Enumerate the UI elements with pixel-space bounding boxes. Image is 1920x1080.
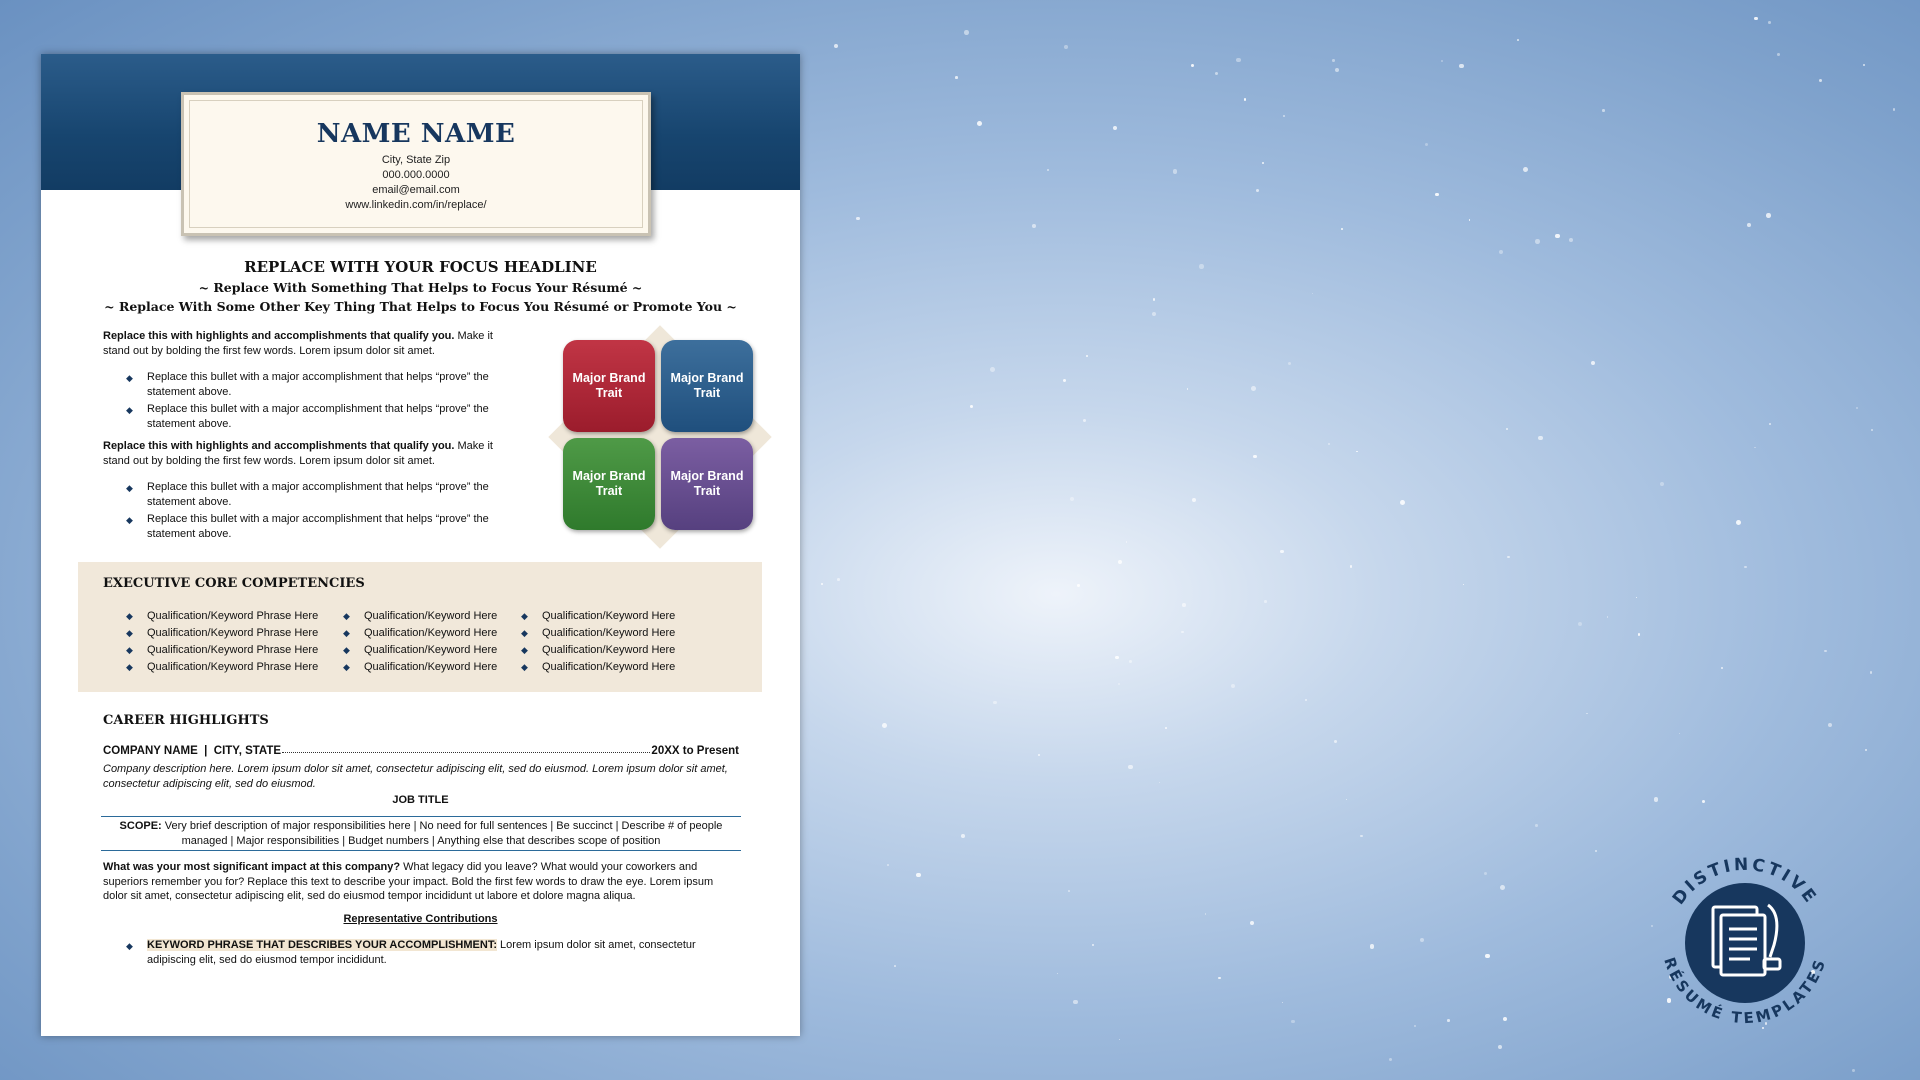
sparkle: [1702, 800, 1705, 803]
sparkle: [1463, 584, 1464, 585]
sparkle: [1768, 21, 1771, 24]
sparkle: [977, 121, 982, 126]
scope-label: SCOPE:: [119, 820, 162, 832]
sparkle: [1679, 733, 1681, 735]
sparkle: [1086, 355, 1088, 357]
list-item: [343, 608, 497, 625]
sparkle: [1420, 938, 1424, 942]
sparkle: [1360, 835, 1363, 838]
sparkle: [1152, 312, 1156, 316]
sparkle: [1199, 264, 1203, 268]
sparkle: [1586, 713, 1587, 714]
diamond-bullet-icon: ◆: [343, 662, 350, 672]
sparkle: [1555, 234, 1559, 238]
brand-trait-label: Major Brand Trait: [670, 371, 744, 400]
sparkle: [1498, 1045, 1503, 1050]
competency-text: Qualification/Keyword Here: [542, 661, 676, 673]
summary-paragraph: [103, 329, 503, 358]
subheadline-1: ~ Replace With Something That Helps to Focus Your Résumé ~: [198, 280, 643, 295]
sparkle: [1312, 293, 1314, 295]
sparkle: [1256, 189, 1259, 192]
sparkle: [1128, 765, 1132, 769]
list-item: [126, 642, 318, 659]
sparkle: [1350, 565, 1352, 567]
diamond-bullet-icon: ◆: [126, 645, 133, 655]
sparkle: [1754, 17, 1757, 20]
sparkle: [1159, 782, 1160, 783]
diamond-bullet-icon: ◆: [126, 483, 133, 493]
sparkle: [1769, 423, 1771, 425]
competency-text: Qualification/Keyword Phrase Here: [147, 610, 319, 622]
dot-leader: [282, 745, 650, 753]
sparkle: [856, 217, 859, 220]
competency-text: Qualification/Keyword Here: [364, 627, 498, 639]
competency-text: Qualification/Keyword Here: [542, 644, 676, 656]
sparkle: [1332, 59, 1335, 62]
competency-column-1: [126, 608, 318, 676]
summary-bullets: [126, 480, 511, 544]
sparkle: [1744, 566, 1747, 569]
sparkle: [1191, 64, 1194, 67]
competency-text: Qualification/Keyword Here: [364, 644, 498, 656]
list-item: [126, 659, 318, 676]
diamond-bullet-icon: ◆: [126, 628, 133, 638]
summary-paragraph: [103, 439, 503, 468]
sparkle: [1469, 219, 1471, 221]
sparkle: [1283, 115, 1284, 116]
list-item: [343, 642, 497, 659]
career-highlights-title: CAREER HIGHLIGHTS: [103, 713, 269, 728]
sparkle: [1038, 754, 1040, 756]
sparkle: [1064, 45, 1068, 49]
sparkle: [1425, 143, 1428, 146]
sparkle: [964, 30, 969, 35]
sparkle: [1282, 1002, 1283, 1003]
brand-trait-4: [661, 438, 753, 530]
sparkle: [1591, 361, 1595, 365]
sparkle: [1777, 53, 1780, 56]
sparkle: [1253, 455, 1257, 459]
sparkle: [961, 834, 965, 838]
sparkle: [1370, 944, 1375, 949]
name-card-border: [189, 100, 643, 228]
diamond-bullet-icon: ◆: [521, 628, 528, 638]
sparkle: [1236, 58, 1240, 62]
list-item: [126, 402, 511, 431]
bullet-text: Replace this bullet with a major accomplishment that helps “prove” the statement above.: [147, 513, 489, 540]
sparkle: [1569, 238, 1573, 242]
summary-rest: Make it stand out by bolding the first few words. Lorem ipsum dolor sit amet.: [103, 440, 493, 467]
sparkle: [887, 864, 889, 866]
sparkle: [1870, 671, 1872, 673]
brand-trait-label: Major Brand Trait: [572, 371, 646, 400]
contribution-text: Lorem ipsum dolor sit amet, consectetur adipiscing elit, sed do eiusmod tempor incididunt.: [147, 939, 696, 966]
diamond-bullet-icon: ◆: [343, 645, 350, 655]
list-item: [126, 480, 511, 509]
sparkle: [1328, 443, 1330, 445]
contact-linkedin: www.linkedin.com/in/replace/: [345, 199, 487, 211]
sparkle: [821, 583, 823, 585]
sparkle: [1070, 497, 1074, 501]
sparkle: [1459, 64, 1463, 68]
sparkle: [1305, 699, 1307, 701]
distinctive-resume-templates-logo: [1640, 835, 1850, 1045]
scope-text: Very brief description of major responsibilities here | No need for full sentences | Be succinct | Describe # of people managed | Major responsibilities | Budget numbers | Anything else that describes scope of position: [161, 820, 723, 847]
diamond-bullet-icon: ◆: [343, 628, 350, 638]
resume-page: [41, 54, 800, 1036]
sparkle: [916, 873, 921, 878]
sparkle: [955, 76, 958, 79]
summary-lead: Replace this with highlights and accomplishments that qualify you.: [103, 330, 455, 342]
sparkle: [1852, 1069, 1855, 1072]
sparkle: [1083, 419, 1086, 422]
competency-text: Qualification/Keyword Here: [542, 610, 676, 622]
logo-text-top: DISTINCTIVE: [1668, 854, 1822, 909]
list-item: [126, 938, 746, 967]
sparkle: [1654, 797, 1658, 801]
sparkle: [1660, 482, 1664, 486]
sparkle: [1538, 436, 1542, 440]
contact-email: email@email.com: [372, 184, 460, 196]
sparkle: [1192, 498, 1196, 502]
diamond-bullet-icon: ◆: [126, 405, 133, 415]
sparkle: [1414, 1025, 1416, 1027]
sparkle: [1063, 379, 1067, 383]
sparkle: [1484, 872, 1488, 876]
sparkle: [1341, 228, 1343, 230]
sparkle: [834, 44, 839, 49]
summary-rest: Make it stand out by bolding the first few words. Lorem ipsum dolor sit amet.: [103, 330, 493, 357]
sparkle: [1747, 223, 1751, 227]
sparkle: [1288, 362, 1291, 365]
employment-dates: 20XX to Present: [651, 745, 739, 757]
sparkle: [1535, 239, 1540, 244]
sparkle: [837, 578, 840, 581]
list-item: [521, 642, 675, 659]
sparkle: [1828, 723, 1832, 727]
sparkle: [1503, 1017, 1507, 1021]
list-item: [126, 625, 318, 642]
sparkle: [1506, 428, 1508, 430]
competencies-section: [78, 562, 762, 692]
sparkle: [1173, 169, 1178, 174]
sparkle: [894, 965, 896, 967]
sparkle: [1047, 169, 1049, 171]
sparkle: [1578, 622, 1582, 626]
sparkle: [1092, 944, 1093, 945]
sparkle: [882, 723, 887, 728]
sparkle: [1447, 1019, 1450, 1022]
competency-column-2: [343, 608, 497, 676]
bullet-text: Replace this bullet with a major accomplishment that helps “prove” the statement above.: [147, 403, 489, 430]
scope-box: [101, 816, 741, 851]
bullet-text: Replace this bullet with a major accomplishment that helps “prove” the statement above.: [147, 371, 489, 398]
sparkle: [1205, 913, 1206, 914]
sparkle: [1126, 541, 1128, 543]
sparkle: [1077, 584, 1080, 587]
job-title: JOB TITLE: [392, 794, 449, 806]
list-item: [126, 608, 318, 625]
list-item: [343, 659, 497, 676]
competency-text: Qualification/Keyword Phrase Here: [147, 644, 319, 656]
sparkle: [990, 367, 995, 372]
company-description: Company description here. Lorem ipsum dolor sit amet, consectetur adipiscing elit, sed do eiusmod. Lorem ipsum dolor sit amet, consectetur adipiscing elit, sed do eiusmod.: [103, 763, 728, 790]
sparkle: [1251, 386, 1256, 391]
sparkle: [1215, 72, 1218, 75]
brand-trait-1: [563, 340, 655, 432]
sparkle: [1435, 193, 1438, 196]
diamond-bullet-icon: ◆: [521, 645, 528, 655]
diamond-bullet-icon: ◆: [126, 515, 133, 525]
sparkle: [1602, 109, 1605, 112]
sparkle: [1119, 1039, 1120, 1040]
sparkle: [1181, 631, 1184, 634]
summary-bullets: [126, 370, 511, 434]
sparkle: [1500, 885, 1505, 890]
brand-trait-label: Major Brand Trait: [670, 469, 744, 498]
sparkle: [1523, 167, 1528, 172]
diamond-bullet-icon: ◆: [126, 611, 133, 621]
sparkle: [993, 701, 997, 705]
logo-text-bottom: RÉSUMÉ TEMPLATES: [1660, 955, 1830, 1028]
sparkle: [1262, 162, 1265, 165]
sparkle: [1068, 890, 1070, 892]
focus-headline: REPLACE WITH YOUR FOCUS HEADLINE: [244, 258, 597, 276]
diamond-bullet-icon: ◆: [126, 941, 133, 951]
sparkle: [1636, 597, 1637, 598]
brand-trait-graphic: [541, 320, 781, 556]
sparkle: [1073, 1000, 1077, 1004]
sparkle: [1280, 550, 1284, 554]
sparkle: [1499, 250, 1503, 254]
sparkle: [1057, 973, 1059, 975]
bullet-text: Replace this bullet with a major accomplishment that helps “prove” the statement above.: [147, 481, 489, 508]
sparkle: [1032, 224, 1036, 228]
sparkle: [1736, 520, 1741, 525]
brand-trait-label: Major Brand Trait: [572, 469, 646, 498]
sparkle: [1113, 126, 1117, 130]
sparkle: [1346, 799, 1347, 800]
contact-location: City, State Zip: [381, 154, 451, 166]
sparkle: [1638, 633, 1640, 635]
sparkle: [1335, 68, 1339, 72]
diamond-bullet-icon: ◆: [343, 611, 350, 621]
impact-paragraph: [103, 860, 733, 904]
diamond-bullet-icon: ◆: [126, 662, 133, 672]
sparkle: [1607, 616, 1609, 618]
brand-trait-3: [563, 438, 655, 530]
diamond-bullet-icon: ◆: [521, 611, 528, 621]
sparkle: [970, 405, 973, 408]
sparkle: [1231, 684, 1235, 688]
sparkle: [1595, 850, 1597, 852]
sparkle: [1244, 98, 1247, 101]
subheadline-2: ~ Replace With Some Other Key Thing That Helps to Focus You Résumé or Promote You ~: [104, 299, 737, 314]
resume-name: NAME NAME: [316, 119, 516, 149]
sparkle: [1893, 108, 1895, 110]
sparkle: [1721, 667, 1723, 669]
sparkle: [1334, 740, 1337, 743]
sparkle: [1118, 683, 1120, 685]
sparkle: [1264, 600, 1267, 603]
competency-text: Qualification/Keyword Phrase Here: [147, 627, 319, 639]
sparkle: [1153, 298, 1156, 301]
impact-text: What legacy did you leave? What would your coworkers and superiors remember you for? Replace this text to describe your impact. Bold the first few words to draw the eye. Lorem ipsum dolor sit amet, consectetur adipiscing elit, sed do eiusmod tempor incididunt ut labore et dolore magna aliqua.: [103, 861, 714, 902]
sparkle: [1356, 451, 1357, 452]
sparkle: [1485, 954, 1489, 958]
sparkle: [1766, 213, 1771, 218]
diamond-bullet-icon: ◆: [521, 662, 528, 672]
name-card: [181, 92, 651, 236]
competency-text: Qualification/Keyword Here: [364, 610, 498, 622]
sparkle: [1863, 64, 1865, 66]
competency-text: Qualification/Keyword Here: [542, 627, 676, 639]
sparkle: [1182, 603, 1186, 607]
sparkle: [1871, 429, 1873, 431]
list-item: [521, 608, 675, 625]
competency-text: Qualification/Keyword Phrase Here: [147, 661, 319, 673]
contact-phone: 000.000.0000: [382, 169, 450, 181]
sparkle: [1856, 407, 1858, 409]
diamond-bullet-icon: ◆: [126, 373, 133, 383]
sparkle: [1507, 556, 1510, 559]
brand-trait-2: [661, 340, 753, 432]
sparkle: [1441, 60, 1443, 62]
list-item: [343, 625, 497, 642]
contribution-keyword: KEYWORD PHRASE THAT DESCRIBES YOUR ACCOMPLISHMENT:: [147, 939, 497, 951]
sparkle: [1118, 560, 1122, 564]
competency-column-3: [521, 608, 675, 676]
sparkle: [1250, 921, 1254, 925]
company-name: COMPANY NAME | CITY, STATE: [103, 745, 282, 757]
company-line: [103, 745, 739, 757]
sparkle: [1865, 749, 1866, 750]
sparkle: [1389, 1058, 1392, 1061]
competency-text: Qualification/Keyword Here: [364, 661, 498, 673]
sparkle: [1400, 500, 1405, 505]
sparkle: [1129, 660, 1132, 663]
summary-lead: Replace this with highlights and accomplishments that qualify you.: [103, 440, 455, 452]
list-item: [521, 625, 675, 642]
sparkle: [1165, 727, 1167, 729]
impact-lead: What was your most significant impact at this company?: [103, 861, 401, 873]
sparkle: [1824, 650, 1826, 652]
sparkle: [1819, 79, 1822, 82]
sparkle: [1115, 656, 1119, 660]
sparkle: [1218, 977, 1220, 979]
sparkle: [1535, 824, 1538, 827]
logo-seal-icon: [1640, 835, 1850, 1045]
list-item: [521, 659, 675, 676]
competencies-title: EXECUTIVE CORE COMPETENCIES: [103, 576, 365, 591]
sparkle: [1291, 1020, 1294, 1023]
contribution-list: [126, 938, 746, 970]
list-item: [126, 512, 511, 541]
sparkle: [1754, 447, 1756, 449]
sparkle: [1517, 39, 1519, 41]
list-item: [126, 370, 511, 399]
sparkle: [1187, 388, 1188, 389]
representative-contributions-title: Representative Contributions: [343, 913, 498, 925]
